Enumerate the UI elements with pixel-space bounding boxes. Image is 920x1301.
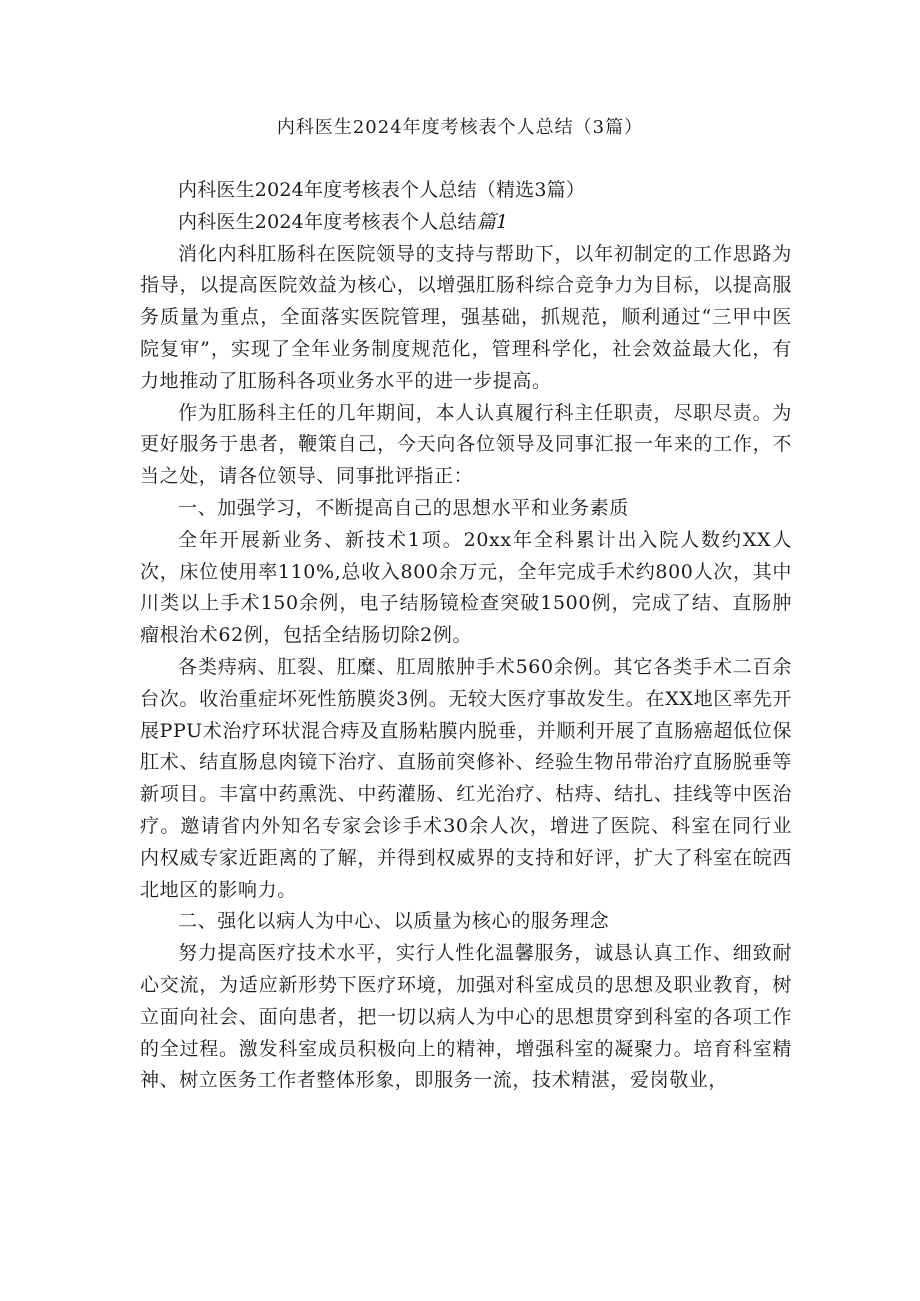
part-heading-number: 篇1	[476, 210, 509, 233]
section-heading-1: 一、加强学习，不断提高自己的思想水平和业务素质	[178, 496, 629, 519]
part-heading	[140, 207, 792, 239]
part-heading-text: 内科医生2024年度考核表个人总结	[178, 210, 477, 233]
paragraph-duties: 作为肛肠科主任的几年期间，本人认真履行科主任职责，尽职尽责。为更好服务于患者，鞭策自己，今天向各位领导及同事汇报一年来的工作，不当之处，请各位领导、同事批评指正：	[140, 401, 792, 488]
paragraph-service: 努力提高医疗技术水平，实行人性化温馨服务，诚恳认真工作、细致耐心交流，为适应新形势下医疗环境，加强对科室成员的思想及职业教育，树立面向社会、面向患者，把一切以病人为中心的思想贯穿到科室的各项工作的全过程。激发科室成员积极向上的精神，增强科室的凝聚力。培育科室精神、树立医务工作者整体形象，即服务一流，技术精湛，爱岗敬业，	[140, 942, 792, 1092]
section-heading-2: 二、强化以病人为中心、以质量为核心的服务理念	[178, 910, 610, 933]
paragraph-surgeries: 各类痔病、肛裂、肛糜、肛周脓肿手术560余例。其它各类手术二百余台次。收治重症坏死性筋膜炎3例。无较大医疗事故发生。在XX地区率先开展PPU术治疗环状混合痔及直肠粘膜内脱垂，并顺利开展了直肠癌超低位保肛术、结直肠息肉镜下治疗、直肠前突修补、经验生物吊带治疗直肠脱垂等新项目。丰富中药熏洗、中药灌肠、红光治疗、枯痔、结扎、挂线等中医治疗。邀请省内外知名专家会诊手术30余人次，增进了医院、科室在同行业内权威专家近距离的了解，并得到权威界的支持和好评，扩大了科室在皖西北地区的影响力。	[140, 655, 792, 901]
paragraph-intro: 消化内科肛肠科在医院领导的支持与帮助下，以年初制定的工作思路为指导，以提高医院效益为核心，以增强肛肠科综合竞争力为目标，以提高服务质量为重点，全面落实医院管理，强基础，抓规范，顺利通过“三甲中医院复审”，实现了全年业务制度规范化，管理科学化，社会效益最大化，有力地推动了肛肠科各项业务水平的进一步提高。	[140, 242, 792, 392]
document-title: 内科医生2024年度考核表个人总结（3篇）	[276, 117, 644, 138]
document-subtitle: 内科医生2024年度考核表个人总结（精选3篇）	[178, 179, 586, 201]
document-body	[140, 175, 792, 1097]
paragraph-statistics: 全年开展新业务、新技术1项。20xx年全科累计出入院人数约XX人次，床位使用率110%,总收入800余万元，全年完成手术约800人次，其中川类以上手术150余例，电子结肠镜检查突破1500例，完成了结、直肠肿瘤根治术62例，包括全结肠切除2例。	[140, 528, 792, 647]
